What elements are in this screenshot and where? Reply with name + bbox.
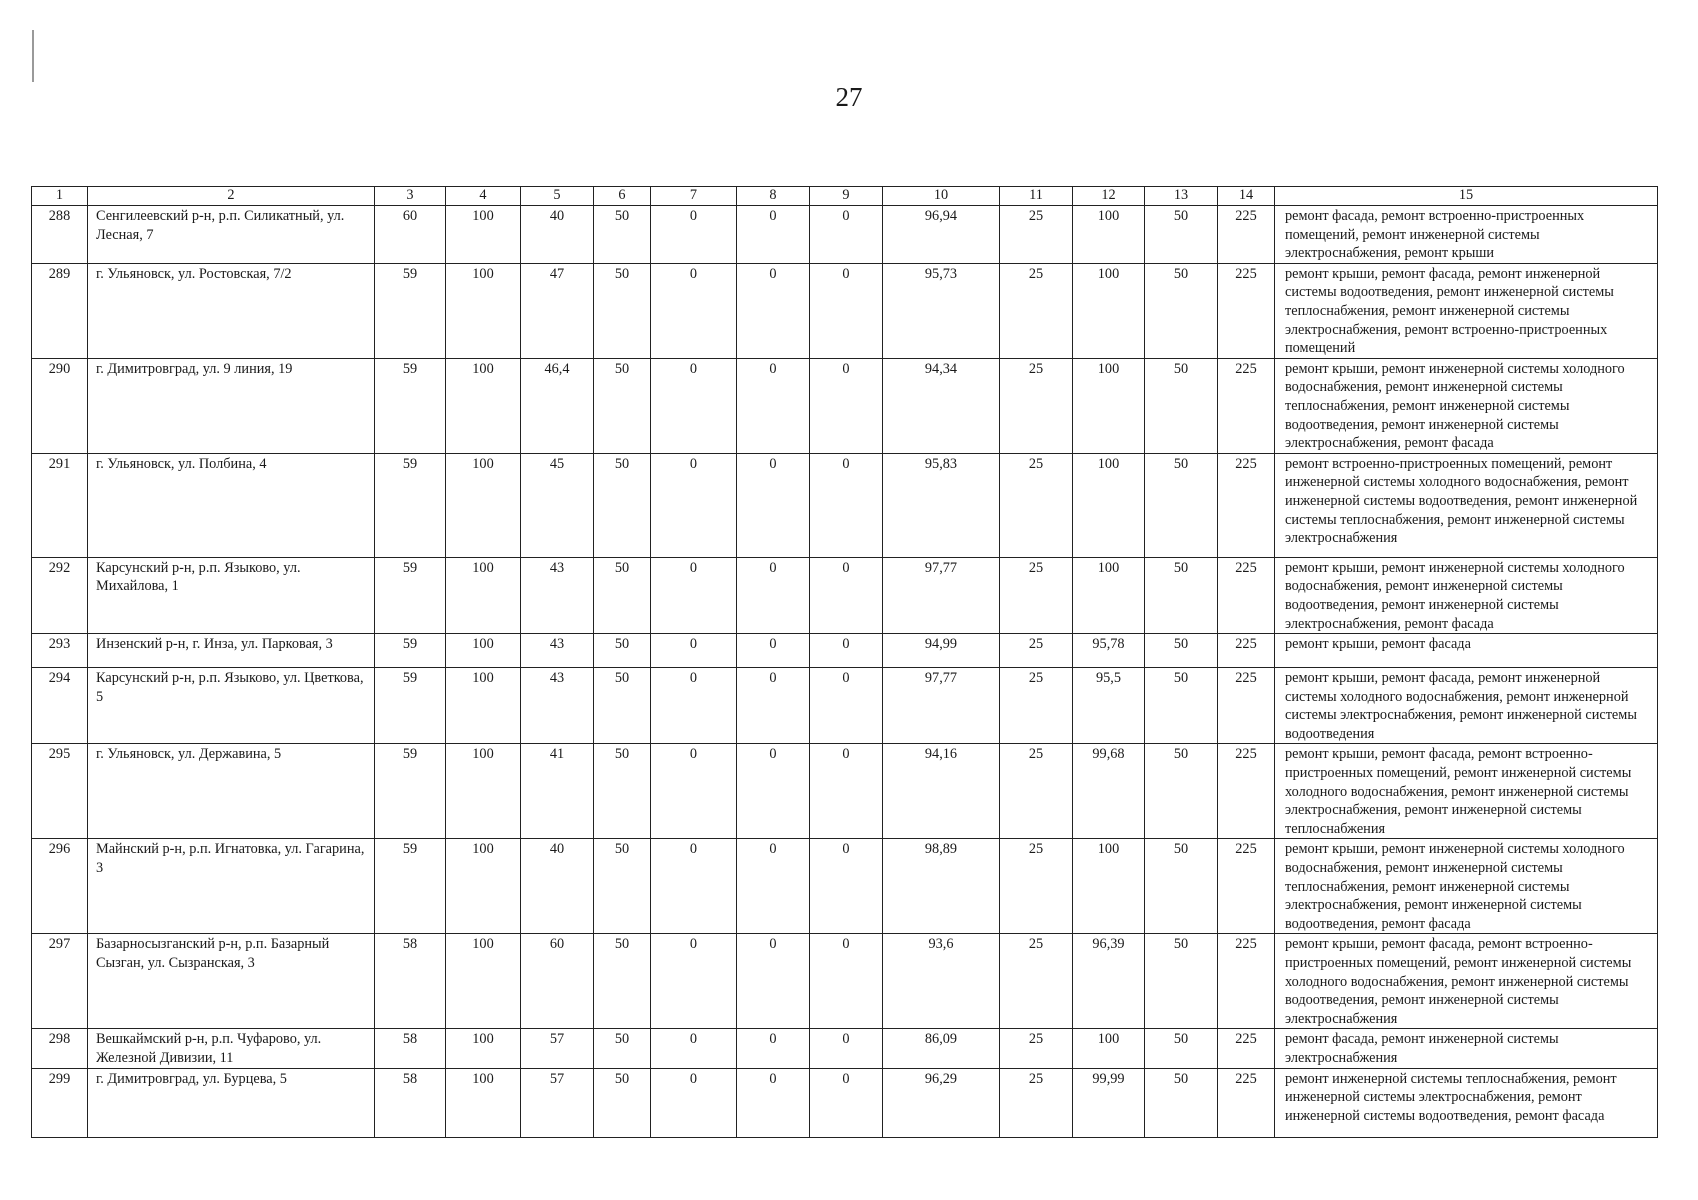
- cell-col-9: 0: [810, 358, 883, 453]
- cell-col-10: 94,34: [883, 358, 1000, 453]
- cell-col-6: 50: [594, 668, 651, 744]
- cell-col-5: 41: [521, 744, 594, 839]
- repair-works-cell: ремонт крыши, ремонт фасада, ремонт встроенно-пристроенных помещений, ремонт инженерной системы холодного водоснабжения, ремонт инженерной системы электроснабжения, ремонт инженерной системы теплоснабжения: [1275, 744, 1658, 839]
- cell-col-8: 0: [737, 263, 810, 358]
- cell-col-4: 100: [446, 744, 521, 839]
- cell-col-8: 0: [737, 557, 810, 633]
- cell-col-9: 0: [810, 934, 883, 1029]
- page-number: 27: [835, 82, 863, 112]
- table-row: [32, 1029, 1658, 1068]
- table-row: [32, 557, 1658, 633]
- cell-col-10: 94,99: [883, 634, 1000, 668]
- cell-col-11: 25: [1000, 453, 1073, 557]
- cell-col-9: 0: [810, 206, 883, 264]
- cell-col-14: 225: [1218, 1029, 1275, 1068]
- column-header-1: 1: [32, 187, 88, 206]
- column-header-3: 3: [375, 187, 446, 206]
- row-number-cell: 298: [32, 1029, 88, 1068]
- cell-col-13: 50: [1145, 358, 1218, 453]
- cell-col-14: 225: [1218, 934, 1275, 1029]
- address-cell: г. Ульяновск, ул. Полбина, 4: [88, 453, 375, 557]
- repair-works-cell: ремонт крыши, ремонт фасада, ремонт встроенно-пристроенных помещений, ремонт инженерной системы холодного водоснабжения, ремонт инженерной системы водоотведения, ремонт инженерной системы электроснабжения: [1275, 934, 1658, 1029]
- address-cell: г. Димитровград, ул. 9 линия, 19: [88, 358, 375, 453]
- cell-col-4: 100: [446, 358, 521, 453]
- cell-col-8: 0: [737, 839, 810, 934]
- cell-col-4: 100: [446, 453, 521, 557]
- cell-col-10: 96,94: [883, 206, 1000, 264]
- table-row: [32, 744, 1658, 839]
- housing-repair-table: [31, 186, 1658, 1138]
- repair-works-cell: ремонт фасада, ремонт инженерной системы электроснабжения: [1275, 1029, 1658, 1068]
- cell-col-9: 0: [810, 634, 883, 668]
- cell-col-10: 97,77: [883, 668, 1000, 744]
- cell-col-11: 25: [1000, 263, 1073, 358]
- cell-col-8: 0: [737, 358, 810, 453]
- table-row: [32, 1068, 1658, 1137]
- cell-col-6: 50: [594, 263, 651, 358]
- cell-col-7: 0: [651, 839, 737, 934]
- cell-col-13: 50: [1145, 1068, 1218, 1137]
- cell-col-8: 0: [737, 453, 810, 557]
- cell-col-13: 50: [1145, 557, 1218, 633]
- header-row: [32, 187, 1658, 206]
- cell-col-9: 0: [810, 839, 883, 934]
- scan-margin-mark: [32, 30, 34, 82]
- column-header-11: 11: [1000, 187, 1073, 206]
- address-cell: Базарносызганский р-н, р.п. Базарный Сызган, ул. Сызранская, 3: [88, 934, 375, 1029]
- cell-col-6: 50: [594, 744, 651, 839]
- cell-col-9: 0: [810, 668, 883, 744]
- cell-col-8: 0: [737, 934, 810, 1029]
- cell-col-14: 225: [1218, 634, 1275, 668]
- cell-col-11: 25: [1000, 206, 1073, 264]
- cell-col-4: 100: [446, 839, 521, 934]
- column-header-12: 12: [1073, 187, 1145, 206]
- column-header-6: 6: [594, 187, 651, 206]
- cell-col-13: 50: [1145, 206, 1218, 264]
- cell-col-13: 50: [1145, 263, 1218, 358]
- cell-col-9: 0: [810, 1068, 883, 1137]
- address-cell: Майнский р-н, р.п. Игнатовка, ул. Гагарина, 3: [88, 839, 375, 934]
- repair-works-cell: ремонт фасада, ремонт встроенно-пристроенных помещений, ремонт инженерной системы электроснабжения, ремонт крыши: [1275, 206, 1658, 264]
- table-row: [32, 263, 1658, 358]
- row-number-cell: 289: [32, 263, 88, 358]
- cell-col-7: 0: [651, 934, 737, 1029]
- cell-col-14: 225: [1218, 358, 1275, 453]
- row-number-cell: 299: [32, 1068, 88, 1137]
- cell-col-4: 100: [446, 668, 521, 744]
- cell-col-5: 57: [521, 1029, 594, 1068]
- row-number-cell: 288: [32, 206, 88, 264]
- cell-col-3: 59: [375, 453, 446, 557]
- address-cell: Карсунский р-н, р.п. Языково, ул. Цветкова, 5: [88, 668, 375, 744]
- cell-col-10: 97,77: [883, 557, 1000, 633]
- cell-col-7: 0: [651, 206, 737, 264]
- column-header-9: 9: [810, 187, 883, 206]
- row-number-cell: 296: [32, 839, 88, 934]
- table-row: [32, 634, 1658, 668]
- cell-col-6: 50: [594, 557, 651, 633]
- address-cell: г. Димитровград, ул. Бурцева, 5: [88, 1068, 375, 1137]
- address-cell: г. Ульяновск, ул. Ростовская, 7/2: [88, 263, 375, 358]
- cell-col-6: 50: [594, 453, 651, 557]
- cell-col-4: 100: [446, 634, 521, 668]
- cell-col-10: 94,16: [883, 744, 1000, 839]
- repair-works-cell: ремонт крыши, ремонт фасада, ремонт инженерной системы водоотведения, ремонт инженерной системы теплоснабжения, ремонт инженерной системы электроснабжения, ремонт встроенно-пристроенных помещений: [1275, 263, 1658, 358]
- cell-col-6: 50: [594, 934, 651, 1029]
- cell-col-12: 96,39: [1073, 934, 1145, 1029]
- cell-col-4: 100: [446, 1068, 521, 1137]
- address-cell: г. Ульяновск, ул. Державина, 5: [88, 744, 375, 839]
- column-header-15: 15: [1275, 187, 1658, 206]
- cell-col-7: 0: [651, 668, 737, 744]
- cell-col-4: 100: [446, 557, 521, 633]
- cell-col-12: 100: [1073, 358, 1145, 453]
- cell-col-3: 59: [375, 634, 446, 668]
- cell-col-14: 225: [1218, 839, 1275, 934]
- cell-col-13: 50: [1145, 744, 1218, 839]
- cell-col-12: 99,99: [1073, 1068, 1145, 1137]
- cell-col-7: 0: [651, 1068, 737, 1137]
- cell-col-13: 50: [1145, 1029, 1218, 1068]
- column-header-5: 5: [521, 187, 594, 206]
- table-row: [32, 358, 1658, 453]
- cell-col-14: 225: [1218, 557, 1275, 633]
- cell-col-3: 59: [375, 557, 446, 633]
- cell-col-4: 100: [446, 263, 521, 358]
- cell-col-5: 46,4: [521, 358, 594, 453]
- cell-col-6: 50: [594, 1029, 651, 1068]
- cell-col-5: 40: [521, 206, 594, 264]
- cell-col-10: 96,29: [883, 1068, 1000, 1137]
- cell-col-11: 25: [1000, 358, 1073, 453]
- cell-col-5: 45: [521, 453, 594, 557]
- cell-col-7: 0: [651, 453, 737, 557]
- cell-col-11: 25: [1000, 557, 1073, 633]
- column-header-7: 7: [651, 187, 737, 206]
- cell-col-5: 43: [521, 634, 594, 668]
- column-header-2: 2: [88, 187, 375, 206]
- column-header-4: 4: [446, 187, 521, 206]
- row-number-cell: 290: [32, 358, 88, 453]
- cell-col-7: 0: [651, 744, 737, 839]
- cell-col-3: 59: [375, 358, 446, 453]
- cell-col-11: 25: [1000, 634, 1073, 668]
- cell-col-3: 58: [375, 1029, 446, 1068]
- row-number-cell: 292: [32, 557, 88, 633]
- cell-col-9: 0: [810, 453, 883, 557]
- column-header-10: 10: [883, 187, 1000, 206]
- cell-col-3: 59: [375, 744, 446, 839]
- table-row: [32, 453, 1658, 557]
- cell-col-12: 100: [1073, 206, 1145, 264]
- repair-works-cell: ремонт инженерной системы теплоснабжения, ремонт инженерной системы электроснабжения, ремонт инженерной системы водоотведения, ремонт фасада: [1275, 1068, 1658, 1137]
- cell-col-13: 50: [1145, 634, 1218, 668]
- cell-col-9: 0: [810, 744, 883, 839]
- column-header-8: 8: [737, 187, 810, 206]
- cell-col-6: 50: [594, 206, 651, 264]
- cell-col-12: 100: [1073, 1029, 1145, 1068]
- cell-col-8: 0: [737, 744, 810, 839]
- cell-col-7: 0: [651, 263, 737, 358]
- cell-col-4: 100: [446, 206, 521, 264]
- cell-col-6: 50: [594, 634, 651, 668]
- cell-col-4: 100: [446, 1029, 521, 1068]
- cell-col-11: 25: [1000, 1029, 1073, 1068]
- row-number-cell: 295: [32, 744, 88, 839]
- repair-works-cell: ремонт крыши, ремонт фасада, ремонт инженерной системы холодного водоснабжения, ремонт инженерной системы электроснабжения, ремонт инженерной системы водоотведения: [1275, 668, 1658, 744]
- cell-col-9: 0: [810, 1029, 883, 1068]
- cell-col-10: 93,6: [883, 934, 1000, 1029]
- cell-col-7: 0: [651, 1029, 737, 1068]
- cell-col-13: 50: [1145, 839, 1218, 934]
- address-cell: Карсунский р-н, р.п. Языково, ул. Михайлова, 1: [88, 557, 375, 633]
- cell-col-5: 47: [521, 263, 594, 358]
- cell-col-12: 99,68: [1073, 744, 1145, 839]
- cell-col-3: 59: [375, 263, 446, 358]
- cell-col-13: 50: [1145, 934, 1218, 1029]
- cell-col-10: 86,09: [883, 1029, 1000, 1068]
- cell-col-8: 0: [737, 634, 810, 668]
- row-number-cell: 294: [32, 668, 88, 744]
- cell-col-13: 50: [1145, 453, 1218, 557]
- cell-col-3: 60: [375, 206, 446, 264]
- address-cell: Сенгилеевский р-н, р.п. Силикатный, ул. Лесная, 7: [88, 206, 375, 264]
- repair-works-cell: ремонт крыши, ремонт фасада: [1275, 634, 1658, 668]
- address-cell: Инзенский р-н, г. Инза, ул. Парковая, 3: [88, 634, 375, 668]
- cell-col-14: 225: [1218, 453, 1275, 557]
- cell-col-6: 50: [594, 1068, 651, 1137]
- cell-col-3: 58: [375, 934, 446, 1029]
- cell-col-12: 100: [1073, 263, 1145, 358]
- address-cell: Вешкаймский р-н, р.п. Чуфарово, ул. Железной Дивизии, 11: [88, 1029, 375, 1068]
- cell-col-11: 25: [1000, 839, 1073, 934]
- table-row: [32, 934, 1658, 1029]
- cell-col-3: 59: [375, 668, 446, 744]
- table-body: [32, 206, 1658, 1138]
- table-row: [32, 206, 1658, 264]
- cell-col-14: 225: [1218, 744, 1275, 839]
- cell-col-14: 225: [1218, 1068, 1275, 1137]
- repair-works-cell: ремонт крыши, ремонт инженерной системы холодного водоснабжения, ремонт инженерной системы теплоснабжения, ремонт инженерной системы электроснабжения, ремонт инженерной системы водоотведения, ремонт фасада: [1275, 839, 1658, 934]
- cell-col-14: 225: [1218, 668, 1275, 744]
- column-header-14: 14: [1218, 187, 1275, 206]
- cell-col-12: 100: [1073, 557, 1145, 633]
- cell-col-7: 0: [651, 358, 737, 453]
- cell-col-5: 60: [521, 934, 594, 1029]
- cell-col-10: 95,83: [883, 453, 1000, 557]
- cell-col-5: 43: [521, 557, 594, 633]
- cell-col-3: 58: [375, 1068, 446, 1137]
- cell-col-14: 225: [1218, 263, 1275, 358]
- cell-col-12: 95,78: [1073, 634, 1145, 668]
- cell-col-10: 95,73: [883, 263, 1000, 358]
- cell-col-12: 100: [1073, 839, 1145, 934]
- cell-col-8: 0: [737, 1029, 810, 1068]
- cell-col-7: 0: [651, 634, 737, 668]
- cell-col-11: 25: [1000, 934, 1073, 1029]
- cell-col-11: 25: [1000, 668, 1073, 744]
- cell-col-8: 0: [737, 206, 810, 264]
- cell-col-6: 50: [594, 839, 651, 934]
- cell-col-7: 0: [651, 557, 737, 633]
- cell-col-9: 0: [810, 263, 883, 358]
- cell-col-12: 95,5: [1073, 668, 1145, 744]
- cell-col-6: 50: [594, 358, 651, 453]
- cell-col-5: 43: [521, 668, 594, 744]
- cell-col-12: 100: [1073, 453, 1145, 557]
- cell-col-11: 25: [1000, 1068, 1073, 1137]
- cell-col-5: 40: [521, 839, 594, 934]
- cell-col-13: 50: [1145, 668, 1218, 744]
- repair-works-cell: ремонт крыши, ремонт инженерной системы холодного водоснабжения, ремонт инженерной системы теплоснабжения, ремонт инженерной системы водоотведения, ремонт инженерной системы электроснабжения, ремонт фасада: [1275, 358, 1658, 453]
- row-number-cell: 297: [32, 934, 88, 1029]
- repair-works-cell: ремонт крыши, ремонт инженерной системы холодного водоснабжения, ремонт инженерной системы водоотведения, ремонт инженерной системы электроснабжения, ремонт фасада: [1275, 557, 1658, 633]
- table-header: [32, 187, 1658, 206]
- table-row: [32, 839, 1658, 934]
- cell-col-8: 0: [737, 1068, 810, 1137]
- table-row: [32, 668, 1658, 744]
- column-header-13: 13: [1145, 187, 1218, 206]
- repair-works-cell: ремонт встроенно-пристроенных помещений, ремонт инженерной системы холодного водоснабжения, ремонт инженерной системы водоотведения, ремонт инженерной системы теплоснабжения, ремонт инженерной системы электроснабжения: [1275, 453, 1658, 557]
- cell-col-8: 0: [737, 668, 810, 744]
- cell-col-9: 0: [810, 557, 883, 633]
- cell-col-11: 25: [1000, 744, 1073, 839]
- cell-col-14: 225: [1218, 206, 1275, 264]
- cell-col-5: 57: [521, 1068, 594, 1137]
- cell-col-10: 98,89: [883, 839, 1000, 934]
- row-number-cell: 293: [32, 634, 88, 668]
- cell-col-3: 59: [375, 839, 446, 934]
- row-number-cell: 291: [32, 453, 88, 557]
- cell-col-4: 100: [446, 934, 521, 1029]
